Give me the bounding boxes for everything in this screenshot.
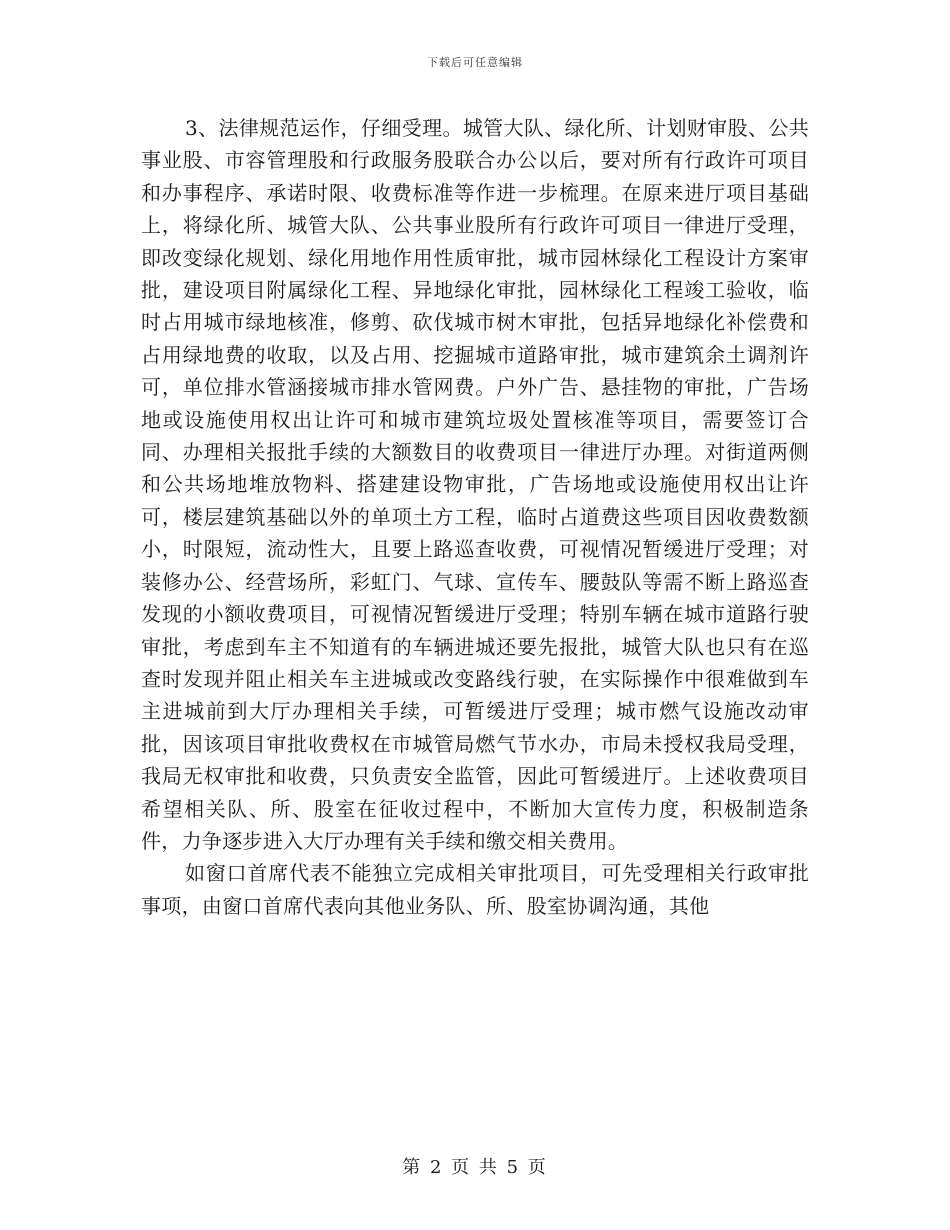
document-body: [141, 112, 809, 922]
paragraph-window-representative: 如窗口首席代表不能独立完成相关审批项目，可先受理相关行政审批事项，由窗口首席代表向其他业务队、所、股室协调沟通，其他: [141, 861, 809, 918]
page-header: 下载后可任意编辑: [427, 56, 523, 69]
page-number: 第 2 页 共 5 页: [402, 1157, 548, 1178]
paragraph-legal-operation: 3、法律规范运作，仔细受理。城管大队、绿化所、计划财审股、公共事业股、市容管理股和行政服务股联合办公以后，要对所有行政许可项目和办事程序、承诺时限、收费标准等作进一步梳理。在原来进厅项目基础上，将绿化所、城管大队、公共事业股所有行政许可项目一律进厅受理，即改变绿化规划、绿化用地作用性质审批，城市园林绿化工程设计方案审批，建设项目附属绿化工程、异地绿化审批，园林绿化工程竣工验收，临时占用城市绿地核准，修剪、砍伐城市树木审批，包括异地绿化补偿费和占用绿地费的收取，以及占用、挖掘城市道路审批，城市建筑余土调剂许可，单位排水管涵接城市排水管网费。户外广告、悬挂物的审批，广告场地或设施使用权出让许可和城市建筑垃圾处置核准等项目，需要签订合同、办理相关报批手续的大额数目的收费项目一律进厅办理。对街道两侧和公共场地堆放物料、搭建建设物审批，广告场地或设施使用权出让许可，楼层建筑基础以外的单项土方工程，临时占道费这些项目因收费数额小，时限短，流动性大，且要上路巡查收费，可视情况暂缓进厅受理；对装修办公、经营场所，彩虹门、气球、宣传车、腰鼓队等需不断上路巡查发现的小额收费项目，可视情况暂缓进厅受理；特别车辆在城市道路行驶审批，考虑到车主不知道有的车辆进城还要先报批，城管大队也只有在巡查时发现并阻止相关车主进城或改变路线行驶，在实际操作中很难做到车主进城前到大厅办理相关手续，可暂缓进厅受理；城市燃气设施改动审批，因该项目审批收费权在市城管局燃气节水办，市局未授权我局受理，我局无权审批和收费，只负责安全监管，因此可暂缓进厅。上述收费项目希望相关队、所、股室在征收过程中，不断加大宣传力度，积极制造条件，力争逐步进入大厅办理有关手续和缴交相关费用。: [141, 116, 809, 853]
